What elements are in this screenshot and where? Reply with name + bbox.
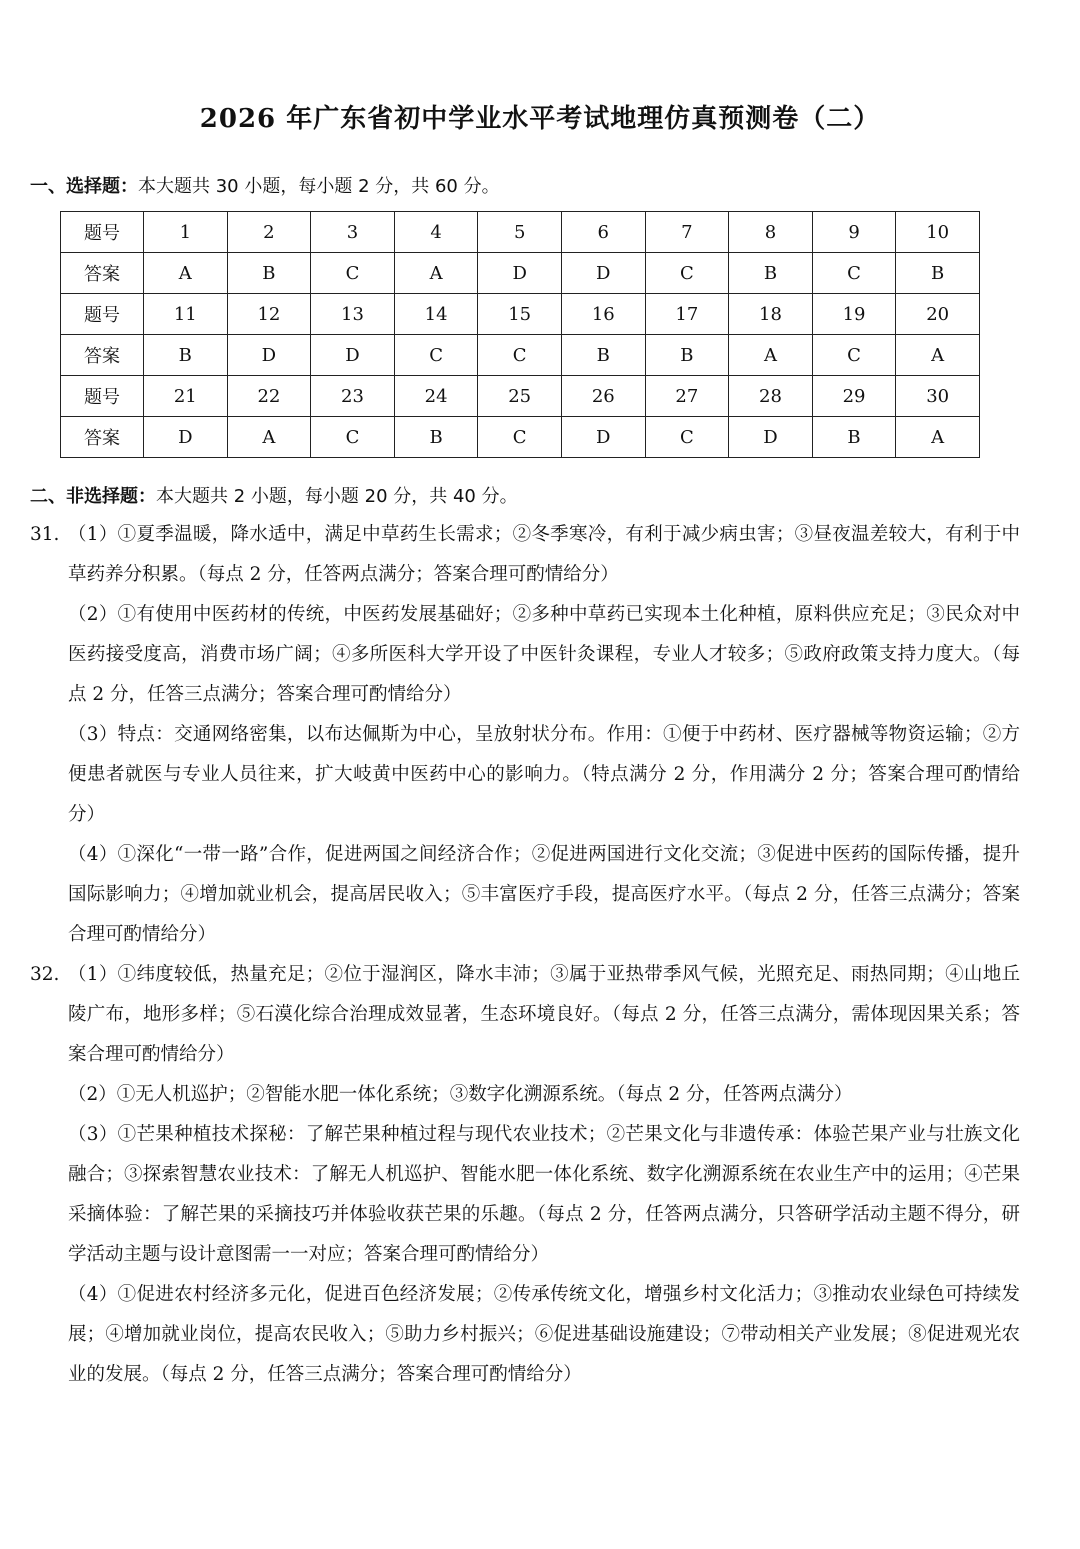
answer-cell: A bbox=[227, 417, 311, 458]
answer-part: （4）①深化“一带一路”合作，促进两国之间经济合作；②促进两国进行文化交流；③促进中医药的国际传播，提升国际影响力；④增加就业机会，提高居民收入；⑤丰富医疗手段，提高医疗水平。（每点 2 分，任答三点满分；答案合理可酌情给分） bbox=[68, 844, 1020, 945]
question-number-cell: 28 bbox=[729, 376, 813, 417]
question-number: 32. bbox=[30, 964, 60, 985]
question-number-cell: 4 bbox=[394, 212, 478, 253]
answer-cell: B bbox=[227, 253, 311, 294]
question-number-row-3 bbox=[61, 376, 980, 417]
answer-cell: A bbox=[144, 253, 228, 294]
answer-cell: A bbox=[896, 417, 980, 458]
answer-row-3 bbox=[61, 417, 980, 458]
question-number-cell: 19 bbox=[812, 294, 896, 335]
question-number-cell: 15 bbox=[478, 294, 562, 335]
answer-cell: B bbox=[394, 417, 478, 458]
answer-cell: D bbox=[311, 335, 395, 376]
question-number-cell: 3 bbox=[311, 212, 395, 253]
question-number-cell: 18 bbox=[729, 294, 813, 335]
answer-cell: A bbox=[729, 335, 813, 376]
section-one-label: 一、选择题： bbox=[30, 176, 138, 197]
section-one-heading bbox=[30, 172, 500, 198]
answer-part: （2）①有使用中医药材的传统，中医药发展基础好；②多种中草药已实现本土化种植，原料供应充足；③民众对中医药接受度高，消费市场广阔；④多所医科大学开设了中医针灸课程，专业人才较多；⑤政府政策支持力度大。（每点 2 分，任答三点满分；答案合理可酌情给分） bbox=[68, 604, 1020, 705]
answer-cell: C bbox=[812, 335, 896, 376]
answer-row-1 bbox=[61, 253, 980, 294]
answer-cell: C bbox=[645, 417, 729, 458]
question-number-cell: 30 bbox=[896, 376, 980, 417]
question-number-cell: 11 bbox=[144, 294, 228, 335]
question-number-cell: 8 bbox=[729, 212, 813, 253]
answer-cell: C bbox=[478, 417, 562, 458]
free-response-answers bbox=[30, 515, 1020, 1395]
question-number-row-2 bbox=[61, 294, 980, 335]
question-number-cell: 5 bbox=[478, 212, 562, 253]
question-number-cell: 24 bbox=[394, 376, 478, 417]
question-number-cell: 16 bbox=[561, 294, 645, 335]
answer-cell: D bbox=[478, 253, 562, 294]
question-number-header: 题号 bbox=[61, 294, 144, 335]
answer-cell: D bbox=[144, 417, 228, 458]
question-number-header: 题号 bbox=[61, 212, 144, 253]
section-two-label: 二、非选择题： bbox=[30, 486, 156, 507]
answer-cell: D bbox=[227, 335, 311, 376]
answer-cell: B bbox=[645, 335, 729, 376]
answer-cell: C bbox=[645, 253, 729, 294]
question-number-cell: 26 bbox=[561, 376, 645, 417]
answer-header: 答案 bbox=[61, 253, 144, 294]
answer-cell: B bbox=[144, 335, 228, 376]
question-number-cell: 20 bbox=[896, 294, 980, 335]
answer-cell: C bbox=[478, 335, 562, 376]
answer-part: （3）①芒果种植技术探秘：了解芒果种植过程与现代农业技术；②芒果文化与非遗传承：体验芒果产业与壮族文化融合；③探索智慧农业技术：了解无人机巡护、智能水肥一体化系统、数字化溯源系统在农业生产中的运用；④芒果采摘体验：了解芒果的采摘技巧并体验收获芒果的乐趣。（每点 2 分，任答两点满分，只答研学活动主题不得分，研学活动主题与设计意图需一一对应；答案合理可酌情给分） bbox=[68, 1124, 1020, 1265]
section-one-description: 本大题共 30 小题，每小题 2 分，共 60 分。 bbox=[138, 176, 500, 197]
answer-cell: B bbox=[812, 417, 896, 458]
answer-cell: C bbox=[311, 417, 395, 458]
question-number-cell: 17 bbox=[645, 294, 729, 335]
question-number-cell: 21 bbox=[144, 376, 228, 417]
answer-cell: A bbox=[896, 335, 980, 376]
section-two-heading bbox=[30, 482, 518, 508]
question-number-cell: 25 bbox=[478, 376, 562, 417]
question-number-cell: 2 bbox=[227, 212, 311, 253]
page-title: 2026 年广东省初中学业水平考试地理仿真预测卷（二） bbox=[199, 104, 881, 134]
answer-part: （3）特点：交通网络密集，以布达佩斯为中心，呈放射状分布。作用：①便于中药材、医疗器械等物资运输；②方便患者就医与专业人员往来，扩大岐黄中医药中心的影响力。（特点满分 2 分，作用满分 2 分；答案合理可酌情给分） bbox=[68, 724, 1020, 825]
answer-cell: D bbox=[729, 417, 813, 458]
answer-cell: B bbox=[729, 253, 813, 294]
answer-cell: C bbox=[812, 253, 896, 294]
answer-part: （1）①纬度较低，热量充足；②位于湿润区，降水丰沛；③属于亚热带季风气候，光照充足、雨热同期；④山地丘陵广布，地形多样；⑤石漠化综合治理成效显著，生态环境良好。（每点 2 分，任答三点满分，需体现因果关系；答案合理可酌情给分） bbox=[68, 964, 1020, 1065]
question-number-cell: 9 bbox=[812, 212, 896, 253]
answer-cell: A bbox=[394, 253, 478, 294]
answer-cell: B bbox=[896, 253, 980, 294]
answer-part: （4）①促进农村经济多元化，促进百色经济发展；②传承传统文化，增强乡村文化活力；③推动农业绿色可持续发展；④增加就业岗位，提高农民收入；⑤助力乡村振兴；⑥促进基础设施建设；⑦带动相关产业发展；⑧促进观光农业的发展。（每点 2 分，任答三点满分；答案合理可酌情给分） bbox=[68, 1284, 1020, 1385]
question-number-cell: 27 bbox=[645, 376, 729, 417]
answer-cell: D bbox=[561, 417, 645, 458]
question-number-cell: 13 bbox=[311, 294, 395, 335]
answer-cell: C bbox=[311, 253, 395, 294]
answer-cell: D bbox=[561, 253, 645, 294]
question-number-cell: 22 bbox=[227, 376, 311, 417]
answer-cell: B bbox=[561, 335, 645, 376]
question-number-cell: 14 bbox=[394, 294, 478, 335]
question-number-cell: 6 bbox=[561, 212, 645, 253]
question-32-answer bbox=[30, 955, 1020, 1395]
question-number-cell: 23 bbox=[311, 376, 395, 417]
question-number-cell: 29 bbox=[812, 376, 896, 417]
question-31-answer bbox=[30, 515, 1020, 955]
answer-header: 答案 bbox=[61, 417, 144, 458]
answer-part: （1）①夏季温暖，降水适中，满足中草药生长需求；②冬季寒冷，有利于减少病虫害；③昼夜温差较大，有利于中草药养分积累。（每点 2 分，任答两点满分；答案合理可酌情给分） bbox=[68, 524, 1020, 585]
question-number-cell: 12 bbox=[227, 294, 311, 335]
question-number-cell: 1 bbox=[144, 212, 228, 253]
answer-table bbox=[60, 211, 980, 458]
question-number-cell: 7 bbox=[645, 212, 729, 253]
answer-row-2 bbox=[61, 335, 980, 376]
question-number-row-1 bbox=[61, 212, 980, 253]
answer-cell: C bbox=[394, 335, 478, 376]
question-number: 31. bbox=[30, 524, 60, 545]
question-number-cell: 10 bbox=[896, 212, 980, 253]
question-number-header: 题号 bbox=[61, 376, 144, 417]
answer-header: 答案 bbox=[61, 335, 144, 376]
section-two-description: 本大题共 2 小题，每小题 20 分，共 40 分。 bbox=[156, 486, 518, 507]
answer-part: （2）①无人机巡护；②智能水肥一体化系统；③数字化溯源系统。（每点 2 分，任答两点满分） bbox=[68, 1084, 853, 1105]
